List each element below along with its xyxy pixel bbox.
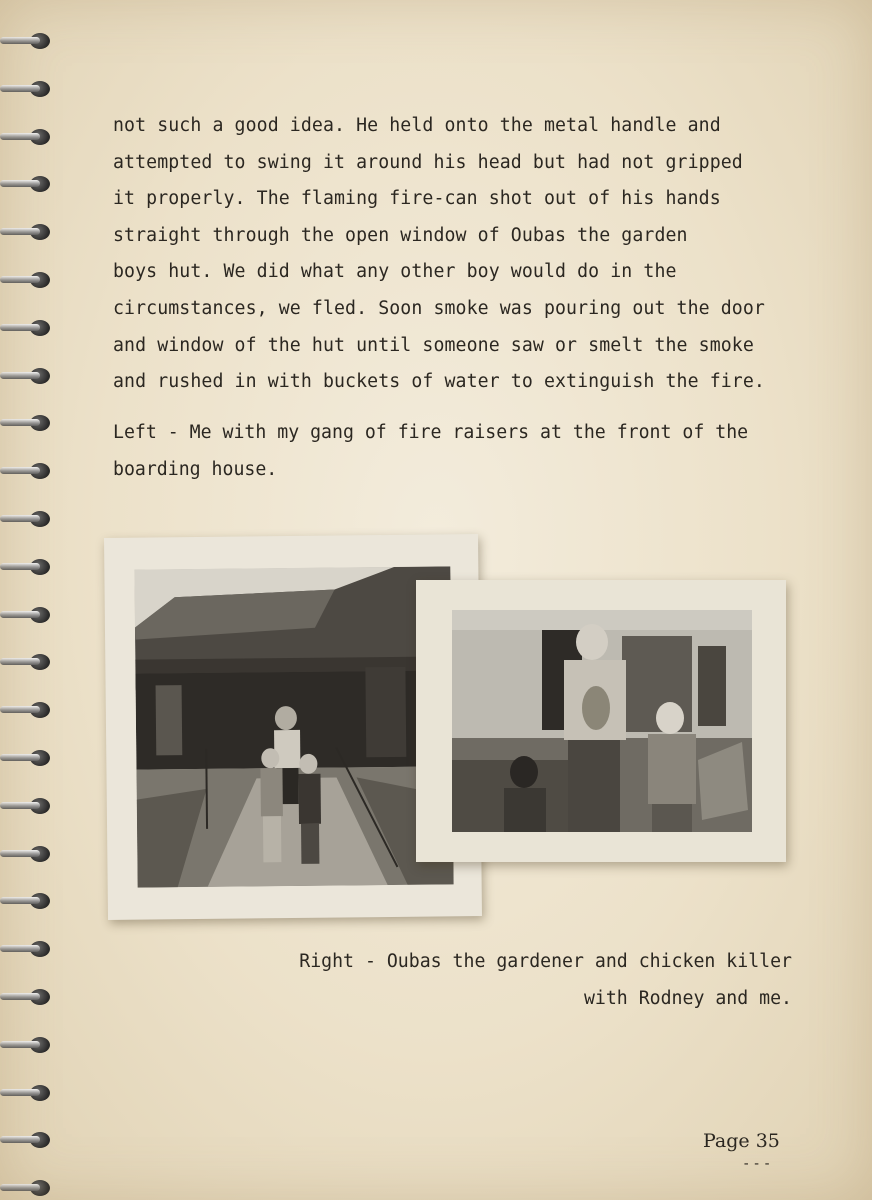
story-paragraph	[113, 108, 803, 401]
spiral-ring	[0, 940, 54, 958]
page-number: Page 35	[703, 1130, 780, 1152]
text-line: circumstances, we fled. Soon smoke was pouring out the door	[113, 297, 765, 319]
spiral-ring	[0, 892, 54, 910]
photo-boarding-house-icon	[134, 566, 453, 887]
spiral-binding	[0, 0, 70, 1200]
text-line: with Rodney and me.	[583, 988, 792, 1009]
text-line: not such a good idea. He held onto the metal handle and	[113, 115, 721, 136]
spiral-ring	[0, 319, 54, 337]
page-number-underline: ---	[742, 1156, 774, 1172]
spiral-ring	[0, 223, 54, 241]
spiral-ring	[0, 414, 54, 432]
spiral-ring	[0, 271, 54, 289]
spiral-ring	[0, 1036, 54, 1054]
spiral-ring	[0, 462, 54, 480]
photo-gardener-with-boys-icon	[452, 610, 752, 832]
spiral-ring	[0, 510, 54, 528]
spiral-ring	[0, 367, 54, 385]
spiral-ring	[0, 1131, 54, 1149]
text-line: straight through the open window of Oubas the garden	[113, 224, 688, 246]
spiral-ring	[0, 606, 54, 624]
spiral-ring	[0, 80, 54, 98]
caption-left	[113, 414, 803, 488]
text-line: and window of the hut until someone saw or smelt the smoke	[113, 334, 754, 356]
spiral-ring	[0, 749, 54, 767]
spiral-ring	[0, 558, 54, 576]
text-line: boys hut. We did what any other boy would do in the	[113, 261, 677, 283]
spiral-ring	[0, 797, 54, 815]
text-line: it properly. The flaming fire-can shot out of his hands	[113, 188, 721, 210]
photo-gardener-with-boys	[416, 580, 786, 862]
text-line: and rushed in with buckets of water to extinguish the fire.	[113, 371, 765, 393]
spiral-ring	[0, 32, 54, 50]
spiral-ring	[0, 128, 54, 146]
spiral-ring	[0, 988, 54, 1006]
spiral-ring	[0, 653, 54, 671]
spiral-ring	[0, 1179, 54, 1197]
text-line: Right - Oubas the gardener and chicken killer	[299, 951, 792, 972]
spiral-ring	[0, 1084, 54, 1102]
spiral-ring	[0, 175, 54, 193]
caption-right	[299, 943, 792, 1017]
spiral-ring	[0, 701, 54, 719]
spiral-ring	[0, 845, 54, 863]
text-line: Left - Me with my gang of fire raisers at the front of the	[113, 422, 749, 443]
text-line: boarding house.	[113, 459, 278, 480]
text-line: attempted to swing it around his head but had not gripped	[113, 151, 743, 173]
